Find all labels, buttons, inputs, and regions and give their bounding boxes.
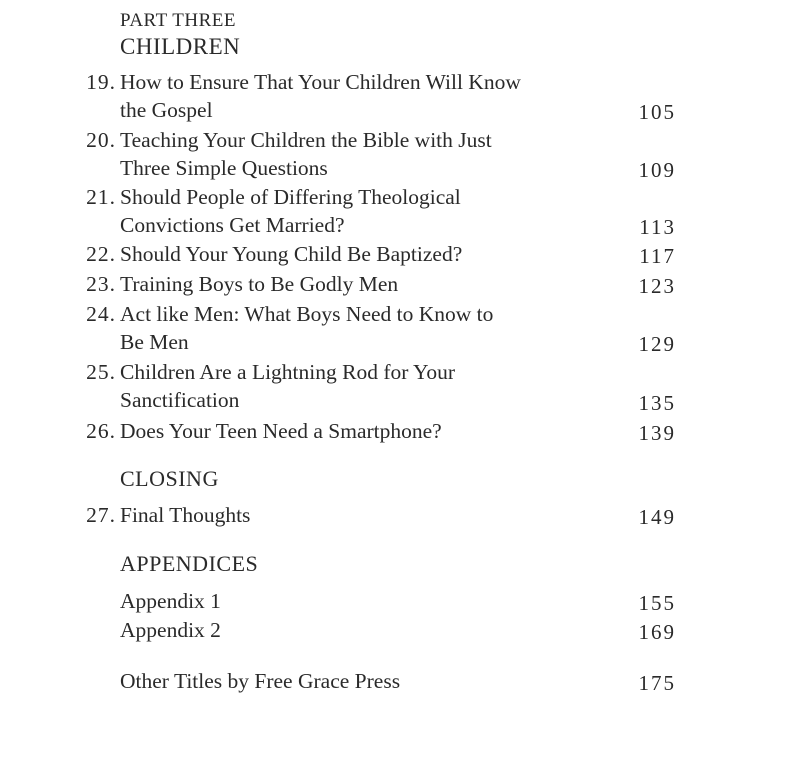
chapter-title: Does Your Teen Need a Smartphone? (120, 419, 442, 443)
page-number: 155 (638, 591, 676, 615)
page-number: 175 (638, 671, 676, 695)
chapter-title: Training Boys to Be Godly Men (120, 272, 399, 296)
chapter-number: 19. (86, 70, 116, 94)
chapter-title-line2: Sanctification (120, 388, 240, 412)
chapter-title-line1: How to Ensure That Your Children Will Know (120, 70, 521, 94)
closing-heading: CLOSING (120, 466, 219, 491)
part-label: PART THREE (120, 10, 236, 31)
page-number: 105 (638, 100, 676, 124)
page-number: 149 (638, 505, 676, 529)
chapter-title-line2: the Gospel (120, 98, 213, 122)
chapter-number: 25. (86, 360, 116, 384)
chapter-title-line2: Three Simple Questions (120, 156, 328, 180)
other-titles: Other Titles by Free Grace Press (120, 669, 401, 693)
page-number: 135 (638, 391, 676, 415)
chapter-number: 26. (86, 419, 116, 443)
chapter-number: 20. (86, 128, 116, 152)
chapter-title-line1: Act like Men: What Boys Need to Know to (120, 302, 494, 326)
page-number: 113 (639, 215, 676, 239)
chapter-number: 22. (86, 242, 116, 266)
chapter-title: Final Thoughts (120, 503, 251, 527)
chapter-number: 27. (86, 503, 116, 527)
page-number: 169 (638, 620, 676, 644)
chapter-number: 24. (86, 302, 116, 326)
chapter-title-line1: Teaching Your Children the Bible with Just (120, 128, 492, 152)
appendix-title: Appendix 2 (120, 618, 221, 642)
chapter-number: 23. (86, 272, 116, 296)
chapter-title-line1: Should People of Differing Theological (120, 185, 461, 209)
page-number: 109 (638, 158, 676, 182)
chapter-number: 21. (86, 185, 116, 209)
page-number: 123 (638, 274, 676, 298)
chapter-title-line2: Convictions Get Married? (120, 213, 345, 237)
chapter-title-line2: Be Men (120, 330, 189, 354)
page-number: 129 (638, 332, 676, 356)
page-number: 139 (638, 421, 676, 445)
chapter-title: Should Your Young Child Be Baptized? (120, 242, 463, 266)
chapter-title-line1: Children Are a Lightning Rod for Your (120, 360, 456, 384)
appendices-heading: APPENDICES (120, 551, 259, 576)
part-title: CHILDREN (120, 34, 241, 59)
page-number: 117 (639, 244, 676, 268)
appendix-title: Appendix 1 (120, 589, 221, 613)
